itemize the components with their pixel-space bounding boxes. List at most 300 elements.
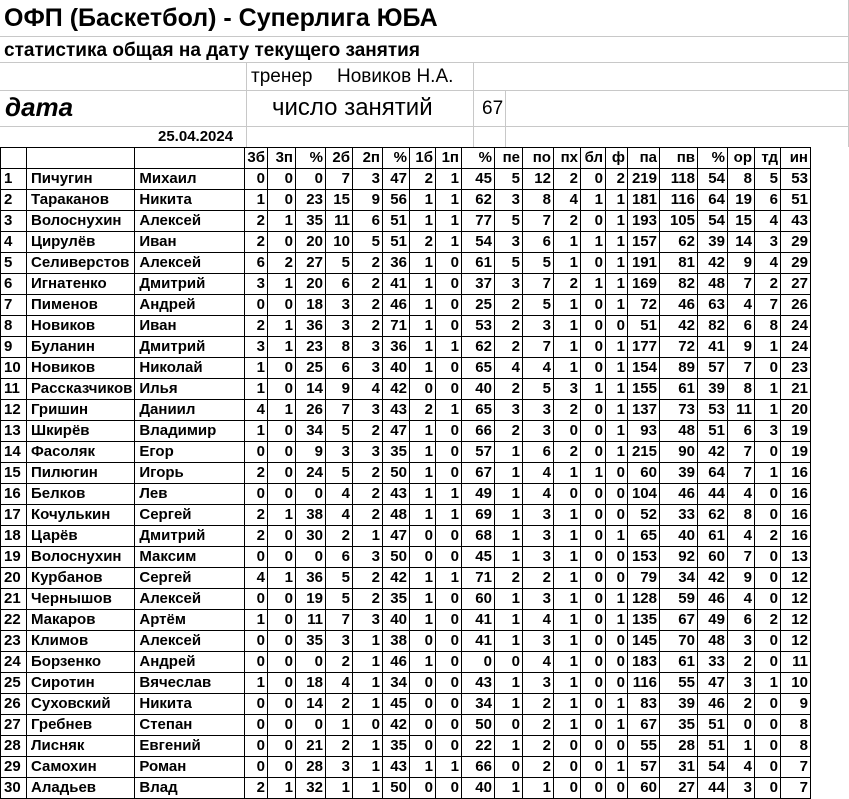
stat-cell: 0	[267, 169, 295, 190]
stat-cell: 27	[780, 274, 810, 295]
stat-cell: 0	[494, 715, 522, 736]
row-number: 6	[1, 274, 27, 295]
stat-cell: 60	[627, 463, 659, 484]
stat-cell: 5	[325, 463, 352, 484]
stat-cell: 19	[727, 190, 754, 211]
row-number: 2	[1, 190, 27, 211]
stat-cell: 2	[245, 316, 268, 337]
grid-line	[0, 36, 849, 37]
stat-cell: 1	[553, 589, 580, 610]
lessons-count-label: число занятий	[272, 94, 433, 121]
stat-cell: 28	[659, 736, 697, 757]
stat-cell: 5	[325, 568, 352, 589]
stat-cell: 16	[780, 463, 810, 484]
player-surname: Самохин	[27, 757, 135, 778]
stat-cell: 1	[553, 316, 580, 337]
stat-cell: 1	[435, 505, 461, 526]
page-subtitle: статистика общая на дату текущего занятия	[4, 40, 420, 61]
stat-cell: 1	[494, 631, 522, 652]
stat-cell: 2	[352, 463, 382, 484]
stat-cell: 0	[435, 778, 461, 799]
stat-cell: 2	[325, 694, 352, 715]
table-row	[1, 736, 811, 757]
stat-cell: 49	[461, 484, 494, 505]
stat-cell: 2	[754, 526, 780, 547]
stat-cell: 4	[494, 358, 522, 379]
player-surname: Пичугин	[27, 169, 135, 190]
column-header: тд	[754, 148, 780, 169]
row-number: 21	[1, 589, 27, 610]
stat-cell: 7	[727, 358, 754, 379]
stat-cell: 1	[494, 442, 522, 463]
stat-cell: 0	[267, 232, 295, 253]
stat-cell: 22	[461, 736, 494, 757]
stat-cell: 0	[352, 715, 382, 736]
player-surname: Новиков	[27, 358, 135, 379]
row-number: 26	[1, 694, 27, 715]
column-header: 3п	[267, 148, 295, 169]
column-header	[1, 148, 27, 169]
stat-cell: 1	[435, 757, 461, 778]
player-surname: Игнатенко	[27, 274, 135, 295]
player-surname: Пименов	[27, 295, 135, 316]
stat-cell: 29	[780, 232, 810, 253]
stat-cell: 104	[627, 484, 659, 505]
player-first-name: Дмитрий	[135, 526, 245, 547]
column-header: ор	[727, 148, 754, 169]
stat-cell: 2	[605, 169, 627, 190]
stat-cell: 20	[295, 232, 325, 253]
table-row	[1, 757, 811, 778]
stat-cell: 1	[267, 337, 295, 358]
stat-cell: 1	[605, 190, 627, 211]
stat-cell: 3	[494, 400, 522, 421]
stat-cell: 47	[382, 526, 409, 547]
stat-cell: 67	[659, 610, 697, 631]
table-row	[1, 169, 811, 190]
table-row	[1, 379, 811, 400]
stat-cell: 13	[780, 547, 810, 568]
stat-cell: 0	[580, 253, 605, 274]
stat-cell: 42	[382, 379, 409, 400]
stat-cell: 7	[727, 547, 754, 568]
stat-cell: 45	[382, 694, 409, 715]
player-first-name: Алексей	[135, 211, 245, 232]
stat-cell: 12	[780, 610, 810, 631]
player-surname: Цирулёв	[27, 232, 135, 253]
stat-cell: 4	[522, 358, 553, 379]
stat-cell: 0	[754, 736, 780, 757]
stat-cell: 61	[461, 253, 494, 274]
stat-cell: 0	[435, 463, 461, 484]
stat-cell: 0	[580, 316, 605, 337]
stat-cell: 0	[580, 631, 605, 652]
stat-cell: 71	[382, 316, 409, 337]
stat-cell: 1	[267, 400, 295, 421]
stat-cell: 53	[780, 169, 810, 190]
stat-cell: 2	[522, 736, 553, 757]
stat-cell: 1	[352, 652, 382, 673]
stat-cell: 5	[754, 169, 780, 190]
stat-cell: 2	[494, 379, 522, 400]
stat-cell: 0	[267, 379, 295, 400]
stat-cell: 7	[325, 610, 352, 631]
stat-cell: 1	[580, 232, 605, 253]
stat-cell: 3	[325, 295, 352, 316]
stat-cell: 4	[727, 757, 754, 778]
stat-cell: 9	[727, 253, 754, 274]
stat-cell: 1	[435, 337, 461, 358]
stat-cell: 47	[697, 673, 727, 694]
stat-cell: 0	[754, 694, 780, 715]
stat-cell: 1	[409, 211, 435, 232]
stat-cell: 16	[780, 526, 810, 547]
stat-cell: 39	[659, 694, 697, 715]
stat-cell: 0	[409, 526, 435, 547]
column-header: пе	[494, 148, 522, 169]
stat-cell: 1	[553, 568, 580, 589]
stat-cell: 12	[522, 169, 553, 190]
stat-cell: 1	[435, 169, 461, 190]
stat-cell: 35	[295, 631, 325, 652]
stat-cell: 0	[754, 568, 780, 589]
stat-cell: 1	[409, 316, 435, 337]
stat-cell: 4	[727, 589, 754, 610]
stat-cell: 0	[245, 694, 268, 715]
stat-cell: 7	[780, 778, 810, 799]
stat-cell: 54	[697, 169, 727, 190]
stat-cell: 6	[522, 232, 553, 253]
stat-cell: 19	[295, 589, 325, 610]
stat-cell: 2	[352, 421, 382, 442]
stat-cell: 4	[245, 568, 268, 589]
stat-cell: 2	[553, 211, 580, 232]
stat-cell: 1	[605, 715, 627, 736]
stat-cell: 3	[352, 400, 382, 421]
table-row	[1, 211, 811, 232]
stat-cell: 35	[382, 736, 409, 757]
stat-cell: 2	[352, 568, 382, 589]
stat-cell: 0	[494, 652, 522, 673]
stat-cell: 1	[553, 505, 580, 526]
stat-cell: 81	[659, 253, 697, 274]
stat-cell: 4	[754, 211, 780, 232]
stat-cell: 1	[553, 337, 580, 358]
stat-cell: 0	[605, 652, 627, 673]
stat-cell: 3	[245, 274, 268, 295]
stat-cell: 0	[435, 610, 461, 631]
stat-cell: 2	[245, 526, 268, 547]
stat-cell: 2	[409, 232, 435, 253]
stat-cell: 0	[295, 652, 325, 673]
stat-cell: 1	[494, 484, 522, 505]
stat-cell: 8	[727, 169, 754, 190]
player-surname: Царёв	[27, 526, 135, 547]
stat-cell: 1	[409, 568, 435, 589]
stat-cell: 2	[553, 169, 580, 190]
stat-cell: 59	[659, 589, 697, 610]
stat-cell: 1	[352, 673, 382, 694]
stat-cell: 0	[580, 295, 605, 316]
player-surname: Волоснухин	[27, 547, 135, 568]
stat-cell: 0	[580, 421, 605, 442]
stat-cell: 5	[522, 295, 553, 316]
stat-cell: 191	[627, 253, 659, 274]
stat-cell: 2	[245, 778, 268, 799]
stat-cell: 34	[382, 673, 409, 694]
stat-cell: 14	[295, 379, 325, 400]
stat-cell: 1	[605, 526, 627, 547]
stat-cell: 1	[494, 610, 522, 631]
stat-cell: 153	[627, 547, 659, 568]
stat-cell: 4	[727, 295, 754, 316]
stat-cell: 6	[325, 274, 352, 295]
stat-cell: 0	[435, 589, 461, 610]
stat-cell: 50	[461, 715, 494, 736]
column-header: %	[697, 148, 727, 169]
stat-cell: 0	[435, 253, 461, 274]
stat-cell: 62	[659, 232, 697, 253]
stat-cell: 1	[494, 526, 522, 547]
grid-line	[246, 62, 247, 147]
stat-cell: 6	[754, 190, 780, 211]
stat-cell: 3	[522, 631, 553, 652]
stat-cell: 64	[697, 190, 727, 211]
row-number: 15	[1, 463, 27, 484]
stat-cell: 39	[659, 463, 697, 484]
column-header: по	[522, 148, 553, 169]
stat-cell: 46	[659, 484, 697, 505]
row-number: 4	[1, 232, 27, 253]
stat-cell: 7	[522, 274, 553, 295]
stat-cell: 42	[697, 253, 727, 274]
stat-cell: 1	[522, 778, 553, 799]
stat-cell: 62	[697, 505, 727, 526]
column-header: %	[295, 148, 325, 169]
stat-cell: 0	[754, 652, 780, 673]
table-row	[1, 463, 811, 484]
stat-cell: 2	[352, 316, 382, 337]
stat-cell: 5	[325, 253, 352, 274]
stat-cell: 1	[605, 421, 627, 442]
column-header: пв	[659, 148, 697, 169]
stat-cell: 3	[754, 421, 780, 442]
stat-cell: 8	[780, 715, 810, 736]
player-surname: Новиков	[27, 316, 135, 337]
stat-cell: 3	[754, 232, 780, 253]
stat-cell: 5	[494, 211, 522, 232]
stat-cell: 0	[267, 358, 295, 379]
stat-cell: 72	[627, 295, 659, 316]
stat-cell: 9	[295, 442, 325, 463]
stat-cell: 2	[245, 232, 268, 253]
stat-cell: 37	[461, 274, 494, 295]
row-number: 1	[1, 169, 27, 190]
stat-cell: 137	[627, 400, 659, 421]
stat-cell: 1	[580, 190, 605, 211]
stat-cell: 40	[382, 358, 409, 379]
stat-cell: 9	[325, 379, 352, 400]
player-first-name: Степан	[135, 715, 245, 736]
stat-cell: 7	[780, 757, 810, 778]
stat-cell: 60	[461, 589, 494, 610]
stat-cell: 14	[727, 232, 754, 253]
stat-cell: 157	[627, 232, 659, 253]
table-row	[1, 631, 811, 652]
stat-cell: 19	[780, 421, 810, 442]
stat-cell: 9	[727, 568, 754, 589]
player-surname: Макаров	[27, 610, 135, 631]
stat-cell: 154	[627, 358, 659, 379]
stat-cell: 3	[352, 169, 382, 190]
stat-cell: 4	[522, 652, 553, 673]
row-number: 7	[1, 295, 27, 316]
stat-cell: 77	[461, 211, 494, 232]
stat-cell: 0	[754, 631, 780, 652]
player-first-name: Максим	[135, 547, 245, 568]
stat-cell: 0	[754, 757, 780, 778]
stat-cell: 48	[382, 505, 409, 526]
stat-cell: 1	[267, 274, 295, 295]
column-header: 1б	[409, 148, 435, 169]
stat-cell: 0	[267, 610, 295, 631]
stat-cell: 19	[780, 442, 810, 463]
stat-cell: 16	[780, 484, 810, 505]
stat-cell: 28	[295, 757, 325, 778]
row-number: 28	[1, 736, 27, 757]
stat-cell: 0	[267, 442, 295, 463]
stat-cell: 1	[553, 253, 580, 274]
stat-cell: 66	[461, 421, 494, 442]
stat-cell: 116	[659, 190, 697, 211]
table-row	[1, 484, 811, 505]
stat-cell: 57	[627, 757, 659, 778]
stat-cell: 0	[580, 589, 605, 610]
player-surname: Климов	[27, 631, 135, 652]
stat-cell: 0	[267, 295, 295, 316]
stat-cell: 1	[727, 736, 754, 757]
row-number: 5	[1, 253, 27, 274]
stat-cell: 36	[295, 316, 325, 337]
lessons-count-value: 67	[482, 98, 504, 119]
stat-cell: 3	[325, 316, 352, 337]
stat-cell: 0	[267, 757, 295, 778]
stat-cell: 0	[409, 379, 435, 400]
stat-cell: 65	[461, 358, 494, 379]
stat-cell: 177	[627, 337, 659, 358]
stat-cell: 6	[325, 547, 352, 568]
stat-cell: 46	[659, 295, 697, 316]
player-surname: Пилюгин	[27, 463, 135, 484]
stat-cell: 4	[553, 190, 580, 211]
stat-cell: 1	[409, 442, 435, 463]
stat-cell: 24	[780, 316, 810, 337]
stat-cell: 43	[780, 211, 810, 232]
stat-cell: 54	[697, 211, 727, 232]
stat-cell: 62	[461, 337, 494, 358]
grid-line	[0, 126, 849, 127]
stat-cell: 0	[435, 274, 461, 295]
stat-cell: 0	[580, 694, 605, 715]
stat-cell: 2	[325, 736, 352, 757]
stat-cell: 1	[494, 463, 522, 484]
stat-cell: 27	[295, 253, 325, 274]
row-number: 11	[1, 379, 27, 400]
player-first-name: Евгений	[135, 736, 245, 757]
stat-cell: 7	[727, 463, 754, 484]
stat-cell: 12	[780, 568, 810, 589]
stat-cell: 24	[295, 463, 325, 484]
stat-cell: 1	[409, 505, 435, 526]
player-surname: Фасоляк	[27, 442, 135, 463]
table-row	[1, 715, 811, 736]
table-row	[1, 694, 811, 715]
stat-cell: 82	[697, 316, 727, 337]
date-value: 25.04.2024	[158, 128, 234, 145]
stat-cell: 12	[780, 589, 810, 610]
stat-cell: 35	[659, 715, 697, 736]
stat-cell: 1	[605, 610, 627, 631]
row-number: 8	[1, 316, 27, 337]
player-surname: Курбанов	[27, 568, 135, 589]
stat-cell: 219	[627, 169, 659, 190]
player-surname: Волоснухин	[27, 211, 135, 232]
stat-cell: 215	[627, 442, 659, 463]
stat-cell: 89	[659, 358, 697, 379]
stat-cell: 2	[245, 505, 268, 526]
stat-cell: 2	[754, 274, 780, 295]
stat-cell: 0	[409, 547, 435, 568]
stat-cell: 3	[522, 400, 553, 421]
row-number: 30	[1, 778, 27, 799]
stat-cell: 1	[409, 253, 435, 274]
coach-name: Новиков Н.А.	[337, 66, 454, 87]
stat-cell: 1	[409, 757, 435, 778]
stat-cell: 0	[580, 337, 605, 358]
stat-cell: 3	[494, 232, 522, 253]
stat-cell: 60	[627, 778, 659, 799]
row-number: 17	[1, 505, 27, 526]
stat-cell: 1	[754, 400, 780, 421]
column-header: ф	[605, 148, 627, 169]
stat-cell: 61	[659, 652, 697, 673]
stat-cell: 1	[754, 673, 780, 694]
stat-cell: 29	[780, 253, 810, 274]
stat-cell: 57	[697, 358, 727, 379]
stat-cell: 7	[325, 169, 352, 190]
stat-cell: 10	[325, 232, 352, 253]
stat-cell: 0	[245, 652, 268, 673]
stat-cell: 33	[697, 652, 727, 673]
stat-cell: 0	[245, 169, 268, 190]
stat-cell: 2	[267, 253, 295, 274]
stat-cell: 6	[522, 442, 553, 463]
column-header	[135, 148, 245, 169]
stat-cell: 0	[580, 673, 605, 694]
stat-cell: 0	[267, 421, 295, 442]
row-number: 13	[1, 421, 27, 442]
stat-cell: 0	[580, 610, 605, 631]
table-row	[1, 274, 811, 295]
player-first-name: Лев	[135, 484, 245, 505]
stat-cell: 2	[494, 316, 522, 337]
stat-cell: 1	[245, 190, 268, 211]
stat-cell: 1	[605, 211, 627, 232]
stat-cell: 3	[352, 358, 382, 379]
stat-cell: 60	[697, 547, 727, 568]
player-first-name: Влад	[135, 778, 245, 799]
stat-cell: 0	[245, 295, 268, 316]
